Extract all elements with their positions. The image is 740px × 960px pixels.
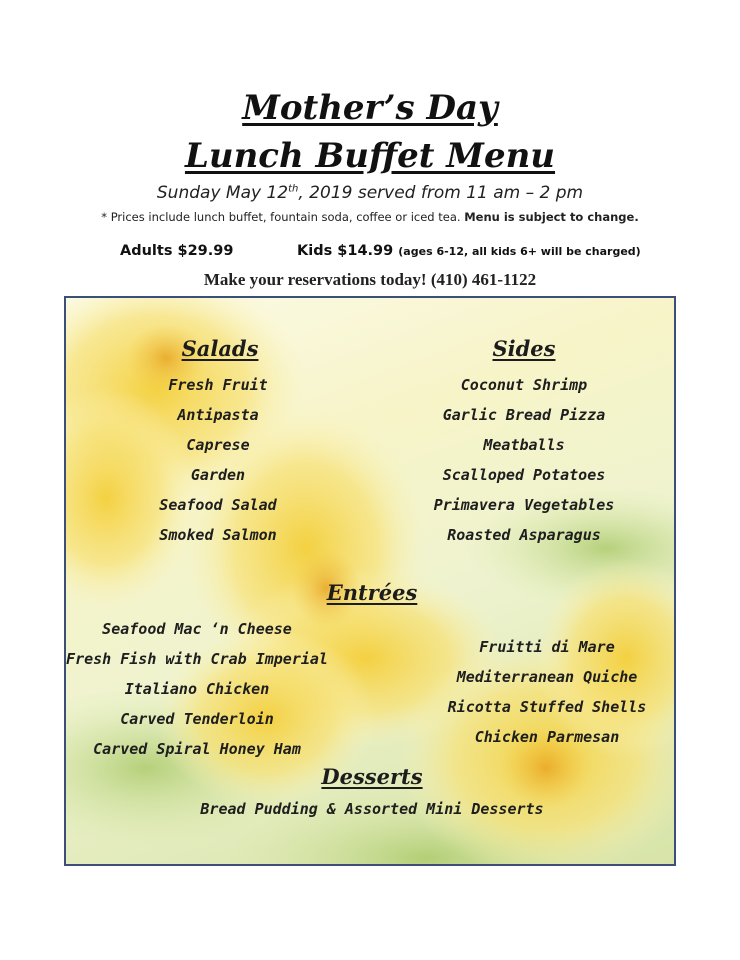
adults-price: Adults $29.99	[120, 243, 234, 259]
date-suffix: , 2019 served from 11 am – 2 pm	[298, 183, 584, 203]
note-change-warning: Menu is subject to change.	[464, 210, 639, 224]
salads-heading: Salads	[181, 336, 259, 361]
list-item: Garden	[190, 466, 246, 484]
list-item: Carved Spiral Honey Ham	[93, 740, 301, 758]
list-item: Mediterranean Quiche	[456, 668, 638, 686]
date-prefix: Sunday May 12	[156, 183, 289, 203]
list-item: Carved Tenderloin	[120, 710, 274, 728]
list-item: Coconut Shrimp	[460, 376, 588, 394]
list-item: Italiano Chicken	[124, 680, 270, 698]
menu-title-line1: Mother’s Day	[242, 88, 498, 128]
list-item: Antipasta	[177, 406, 259, 424]
list-item: Fruitti di Mare	[479, 638, 615, 656]
list-item: Roasted Asparagus	[447, 526, 601, 544]
desserts-heading: Desserts	[321, 764, 423, 789]
sides-list	[414, 370, 634, 550]
note-text: Prices include lunch buffet, fountain soda, coffee or iced tea.	[110, 210, 465, 224]
list-item: Meatballs	[483, 436, 565, 454]
list-item: Caprese	[186, 436, 250, 454]
price-note	[0, 210, 740, 224]
list-item: Fresh Fruit	[168, 376, 268, 394]
sides-heading: Sides	[492, 336, 556, 361]
list-item: Fresh Fish with Crab Imperial	[66, 650, 328, 668]
list-item: Primavera Vegetables	[433, 496, 615, 514]
date-ordinal: th	[288, 183, 299, 195]
reservation-line: Make your reservations today! (410) 461-1122	[203, 270, 537, 289]
kids-price: Kids $14.99	[297, 243, 394, 259]
menu-title-line2: Lunch Buffet Menu	[184, 136, 556, 176]
list-item: Seafood Salad	[159, 496, 277, 514]
entrees-left-list	[66, 614, 328, 764]
list-item: Smoked Salmon	[159, 526, 277, 544]
kids-price-line	[297, 243, 641, 259]
entrees-heading: Entrées	[326, 580, 418, 605]
list-item: Scalloped Potatoes	[442, 466, 606, 484]
menu-panel	[64, 296, 676, 866]
note-asterisk: *	[101, 210, 111, 224]
entrees-right-list	[432, 632, 662, 752]
list-item: Chicken Parmesan	[474, 728, 620, 746]
desserts-item: Bread Pudding & Assorted Mini Desserts	[200, 800, 544, 818]
kids-age-note: (ages 6-12, all kids 6+ will be charged)	[398, 245, 641, 258]
list-item: Seafood Mac ‘n Cheese	[102, 620, 292, 638]
salads-list	[118, 370, 318, 550]
event-date-line	[0, 183, 740, 203]
list-item: Ricotta Stuffed Shells	[447, 698, 647, 716]
list-item: Garlic Bread Pizza	[442, 406, 606, 424]
